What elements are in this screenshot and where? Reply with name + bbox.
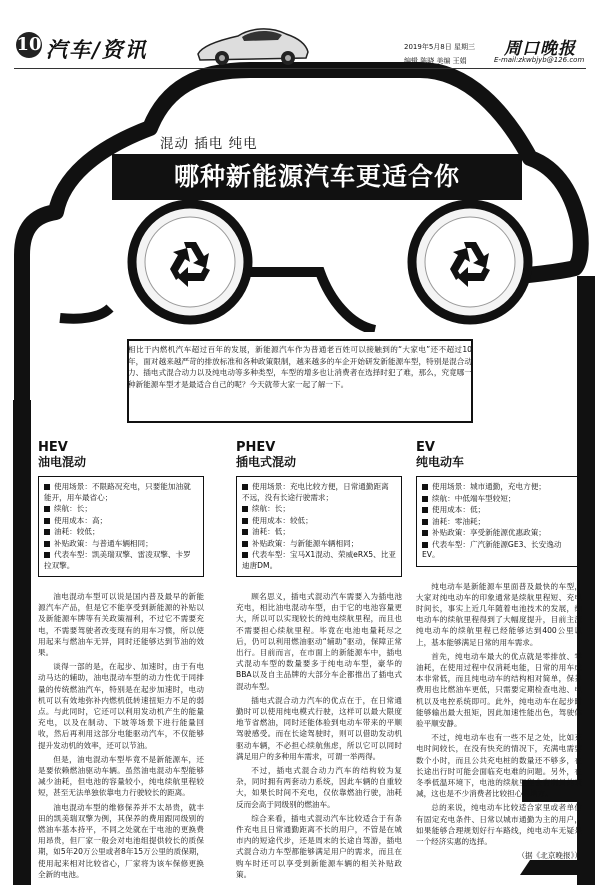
body-paragraph: 不过，纯电动车也有一些不足之处，比如充电时间较长，在没有快充的情况下，充满电需要数个小时，而且公共充电桩的数量还不够多，在长途出行时可能会面临充电难的问题。另外，在冬季低温环境下，电池的续航里程会有明显的衰减，这也是不少消费者比较担心的地方。 (416, 733, 582, 799)
body-paragraph: 首先，纯电动车最大的优点就是零排放、零油耗，在使用过程中仅消耗电能，日常的用车成本非常低，而且纯电动车的结构相对简单，保养费用也比燃油车更低，只需要定期检查电池、电机以及电控系统即可。此外，纯电动车在起步时能够输出最大扭矩，因此加速性能出色，驾驶体验平顺安静。 (416, 651, 582, 728)
column-subtitle: 纯电动车 (416, 455, 465, 469)
page-number: 10 (16, 32, 42, 58)
bullet-icon (242, 529, 248, 535)
fact-item: 代表车型：凯美瑞双擎、雷凌双擎、卡罗拉双擎。 (44, 550, 191, 570)
fact-item: 补贴政策：享受新能源优惠政策； (422, 528, 576, 539)
column-title: EV (416, 440, 435, 455)
fact-item: 续航：长； (242, 504, 396, 515)
bullet-icon (422, 496, 428, 502)
bullet-icon (44, 529, 50, 535)
bullet-icon (44, 541, 50, 547)
phev-column (236, 440, 402, 883)
fact-item: 使用成本：较低； (242, 516, 396, 527)
feature-headline: 哪种新能源汽车更适合你 (112, 154, 522, 200)
bullet-icon (422, 530, 428, 536)
body-paragraph: 综合来看，插电式混动汽车比较适合于有条件充电且日常通勤距离不长的用户，不管是在城市内的短途代步，还是周末的长途自驾游，插电式混合动力车型都能够满足用户的需求，而且在购车时还可以享受到新能源车辆的相关补贴政策。 (236, 813, 402, 879)
body-paragraph: 纯电动车是新能源车里面普及最快的车型，大家对纯电动车的印象通常是续航里程短、充电时间长，事实上近几年随着电池技术的发展，纯电动车的续航里程得到了大幅度提升，目前主流纯电动车的续航里程已经能够达到400公里以上，基本能够满足日常的用车需求。 (416, 581, 582, 647)
fact-item: 代表车型：宝马X1混动、荣威eRX5、比亚迪唐DM。 (242, 550, 396, 570)
bullet-icon (44, 506, 50, 512)
bullet-icon (242, 518, 248, 524)
feature-intro: 相比于内燃机汽车超过百年的发展，新能源汽车作为普通老百姓可以接触到的“大家电”还不超过10年，面对越来越严苛的排放标准和各种政策限制，越来越多的车企开始研发新能源车型，特别是混合动力、插电式混合动力以及纯电动等多种类型，车型的增多也让消费者在选择时犯了难，那么，究竟哪一种新能源车型才是最适合自己的呢？今天就带大家一起了解一下。 (128, 345, 472, 389)
body-paragraph: 顾名思义，插电式混动汽车需要入为插电池充电，相比油电混动车型，由于它的电池容量更大，所以可以实现较长的纯电续航里程，而且也不需要担心续航里程。毕竟在电池电量耗尽之后，仍可以利用燃油驱动“辅助”驱动，保障正常出行。目前而言，在市面上的新能源车中，插电式混动车型的数量要多于纯电动车型，豪华的BBA以及自主品牌的大部分车企都推出了插电式混动车型。 (236, 592, 402, 691)
column-subtitle: 插电式混动 (236, 455, 297, 469)
body-paragraph: 谈得一部的是，在起步、加速时，由于有电动马达的辅助，油电混动车型的动力性优于同排量的传统燃油汽车，特别是在起步加速时，电动机可以有效地弥补内燃机低转速扭矩力不足的弱点。与此同时，它还可以利用发动机产生的能量充电，以及在制动、下坡等场景下进行能量回收，然后再利用这部分电能驱动汽车，不仅能够提升发动机的效率，还可以节油。 (38, 662, 204, 750)
fact-item: 使用成本：低； (422, 505, 576, 516)
bullet-icon (242, 541, 248, 547)
column-title: PHEV (236, 440, 276, 455)
section-title: 汽车/资讯 (46, 37, 148, 62)
bullet-icon (44, 484, 50, 490)
body-paragraph: 不过，插电式混合动力汽车的结构较为复杂，同时拥有两套动力系统，因此车辆的自重较大，如果长时间不充电，仅依靠燃油行驶，油耗反而会高于同级别的燃油车。 (236, 766, 402, 809)
fact-item: 油耗：较低； (44, 527, 198, 538)
recycle-icon (164, 236, 216, 288)
column-title: HEV (38, 440, 68, 455)
newspaper-name: 周口晚报 (504, 39, 576, 59)
fact-item: 使用成本：高； (44, 516, 198, 527)
recycle-icon (444, 236, 496, 288)
body-paragraph: 油电混动车型可以说是国内普及最早的新能源汽车产品，但是它不能享受到新能源的补贴以及新能源车牌等有关政策福利，不过它不需要充电，不需要驾驶者改变现有的用车习惯，所以使用起来与燃油车无异，同时还能够达到节油的效果。 (38, 592, 204, 658)
column-subtitle: 油电混动 (38, 455, 87, 469)
fact-item: 油耗：低； (242, 527, 396, 538)
issue-date: 2019年5月8日 星期三 (404, 43, 475, 51)
fact-item: 续航：中低端车型较短； (422, 494, 576, 505)
bullet-icon (422, 507, 428, 513)
fact-item: 使用场景：充电比较方便，日常通勤距离不远，没有长途行驶需求； (242, 482, 389, 502)
fact-box (38, 476, 204, 577)
fact-item: 补贴政策：与普通车辆相同； (44, 539, 198, 550)
fact-item: 使用场景：不限路况充电，只要能加油就能开，用车最省心； (44, 482, 191, 502)
fact-item: 使用场景：城市通勤，充电方便； (422, 482, 576, 493)
fact-item: 续航：长； (44, 504, 198, 515)
sports-car-icon (192, 20, 312, 70)
ev-column (416, 440, 582, 861)
body-paragraph: 但是，油电混动车型毕竟不是新能源车，还是要依赖燃油驱动车辆。虽然油电混动车型能够减少油耗，但电池的容量较小，纯电续航里程较短，甚至无法单独依靠电力行驶较长的距离。 (38, 754, 204, 798)
article-source: （据《北京晚报》） (517, 851, 582, 861)
body-paragraph: 油电混动车型的维修保养并不太昂贵，就丰田的凯美瑞双擎为例，其保养的费用跟同级别的燃油车基本持平，不同之处就在于电池的更换费用昂贵，但厂家一般会对电池组提供较长的质保期，如5年20万公里或者8年15万公里的质保期，使用起来相对比较省心，厂家将为该车保修更换全新的电池。 (38, 802, 204, 879)
bullet-icon (44, 518, 50, 524)
bullet-icon (44, 552, 50, 558)
bullet-icon (422, 542, 428, 548)
hev-column (38, 440, 204, 883)
header-divider (14, 68, 586, 69)
editor-credits: 编辑 陈晓 美编 王娟 (404, 57, 467, 65)
bullet-icon (242, 552, 248, 558)
fact-item: 补贴政策：与新能源车辆相同； (242, 539, 396, 550)
body-paragraph: 总的来说，纯电动车比较适合家里或者单位有固定充电条件、日常以城市通勤为主的用户，如果能够合理规划好行车路线，纯电动车无疑是一个经济实惠的选择。 (416, 803, 582, 846)
fact-box (236, 476, 402, 577)
bullet-icon (242, 484, 248, 490)
bullet-icon (422, 519, 428, 525)
fact-item: 代表车型：广汽新能源GE3、长安逸动EV。 (422, 539, 562, 559)
contact-email: E-mail:zkwbjyb@126.com (494, 56, 585, 64)
bullet-icon (422, 484, 428, 490)
fact-box (416, 476, 582, 567)
bullet-icon (242, 506, 248, 512)
body-paragraph: 插电式混合动力汽车的优点在于，在日常通勤时可以使用纯电模式行驶，这样可以最大限度地节省燃油，同时还能体验到电动车带来的平顺驾驶感受。而在长途驾驶时，则可以借助发动机驱动车辆，不必担心续航焦虑，所以它可以同时满足用户的多种用车需求，可谓一举两得。 (236, 695, 402, 761)
feature-subtitle: 混动 插电 纯电 (160, 136, 258, 152)
fact-item: 油耗：零油耗； (422, 517, 576, 528)
